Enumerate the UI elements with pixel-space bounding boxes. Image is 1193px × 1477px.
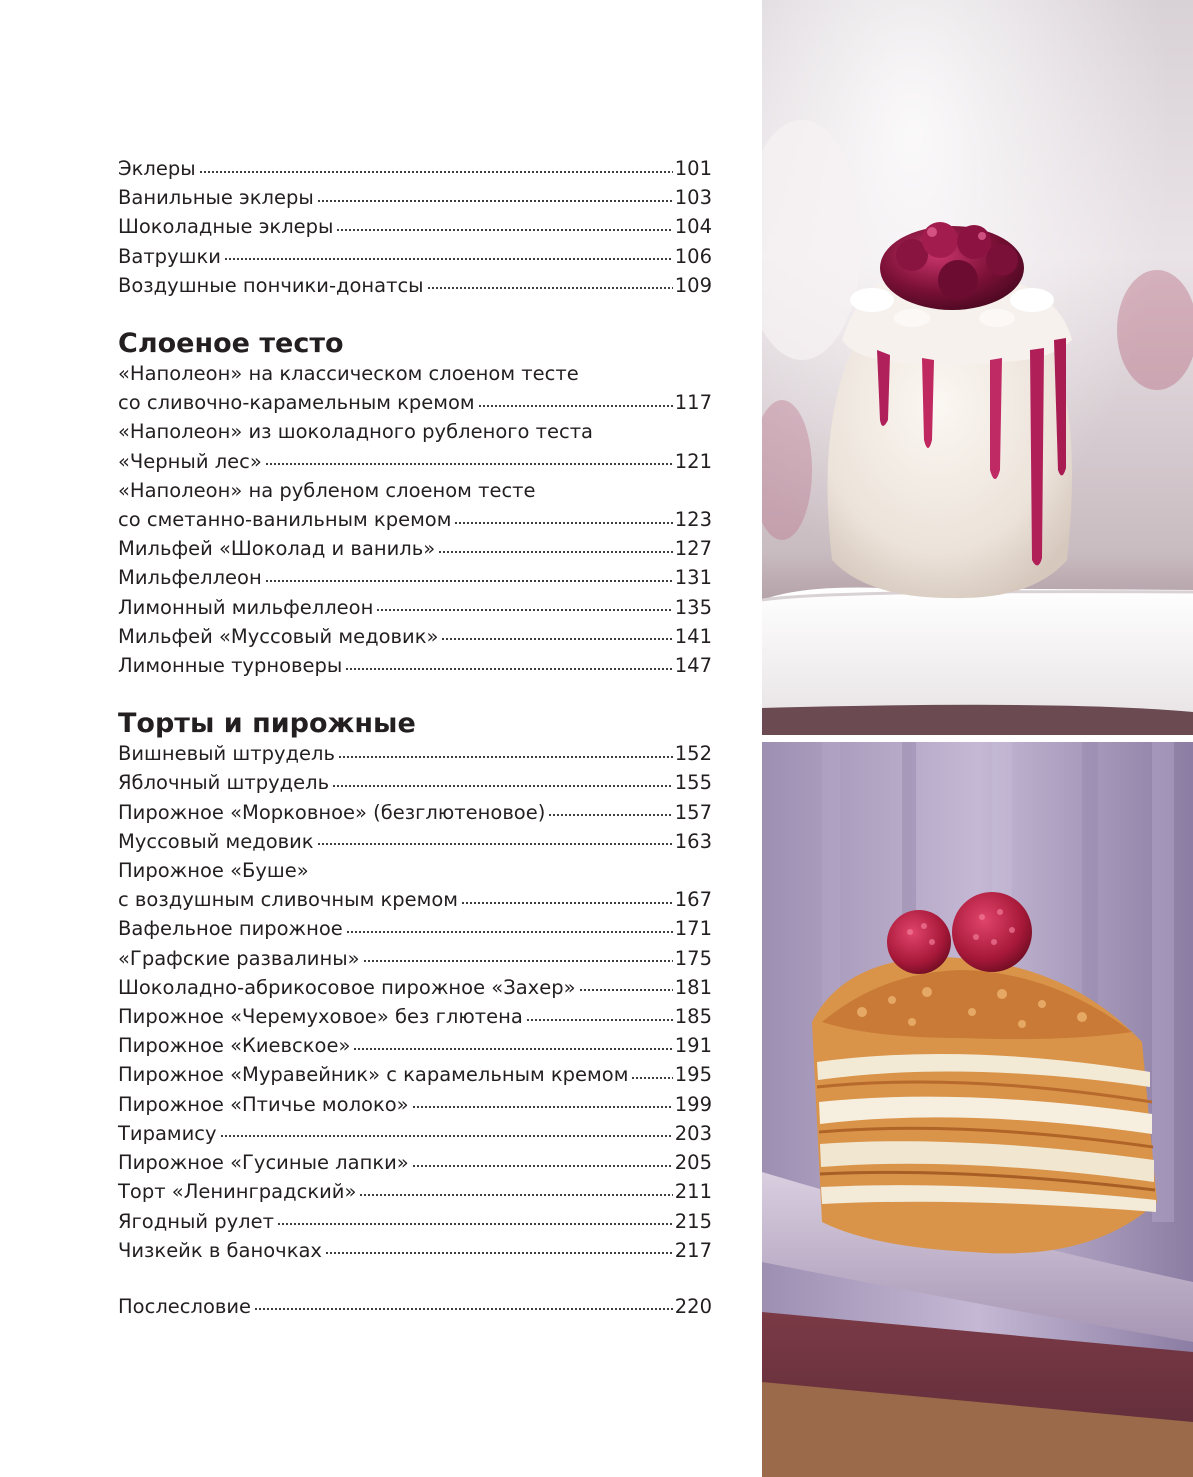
toc-entry-title: Чизкейк в баночках bbox=[118, 1238, 322, 1262]
toc-entry-title: Пирожное «Гусиные лапки» bbox=[118, 1151, 409, 1175]
toc-entry-title: Ванильные эклеры bbox=[118, 186, 314, 210]
toc-entry[interactable] bbox=[118, 183, 712, 212]
toc-entry-line bbox=[118, 768, 712, 797]
toc-page-number: 155 bbox=[674, 771, 712, 795]
dot-leader bbox=[363, 946, 673, 966]
toc-entry[interactable] bbox=[118, 622, 712, 651]
toc-entry-line bbox=[118, 388, 712, 417]
toc-entry[interactable] bbox=[118, 856, 712, 914]
dot-leader bbox=[317, 829, 673, 849]
toc-entry-line bbox=[118, 1148, 712, 1177]
toc-entry-title: Ватрушки bbox=[118, 244, 221, 268]
dot-leader bbox=[220, 1121, 673, 1141]
toc-entry-title: со сметанно-ванильным кремом bbox=[118, 508, 452, 532]
dot-leader bbox=[277, 1209, 673, 1229]
dot-leader bbox=[345, 654, 672, 674]
toc-page-number: 199 bbox=[674, 1092, 712, 1116]
toc-entry-line bbox=[118, 1236, 712, 1265]
toc-entry-line bbox=[118, 856, 712, 885]
toc-entry[interactable] bbox=[118, 1119, 712, 1148]
dot-leader bbox=[412, 1151, 673, 1171]
toc-entry-title: Пирожное «Морковное» (безглютеновое) bbox=[118, 800, 546, 824]
toc-entry-line bbox=[118, 1207, 712, 1236]
toc-entry-line bbox=[118, 593, 712, 622]
toc-entry-title: «Наполеон» из шоколадного рубленого теста bbox=[118, 420, 594, 444]
toc-entry-title: Воздушные пончики-донатсы bbox=[118, 273, 424, 297]
toc-entry[interactable] bbox=[118, 914, 712, 943]
toc-entry[interactable] bbox=[118, 651, 712, 680]
toc-entry[interactable] bbox=[118, 944, 712, 973]
toc-entry[interactable] bbox=[118, 739, 712, 768]
toc-entry-line bbox=[118, 417, 712, 446]
toc-page-number: 211 bbox=[674, 1180, 712, 1204]
toc-page-number: 185 bbox=[674, 1005, 712, 1029]
dot-leader bbox=[579, 975, 673, 995]
toc-entry-line bbox=[118, 212, 712, 241]
toc-entry-title: Яблочный штрудель bbox=[118, 771, 330, 795]
toc-entry-line bbox=[118, 944, 712, 973]
toc-page-number: 104 bbox=[674, 215, 712, 239]
dot-leader bbox=[325, 1238, 673, 1258]
toc-entry[interactable] bbox=[118, 1060, 712, 1089]
toc-section bbox=[118, 154, 712, 300]
toc-entry[interactable] bbox=[118, 1002, 712, 1031]
dot-leader bbox=[478, 391, 673, 411]
toc-page-number: 152 bbox=[674, 742, 712, 766]
dot-leader bbox=[454, 508, 672, 528]
toc-page-number: 141 bbox=[674, 624, 712, 648]
toc-entry[interactable] bbox=[118, 563, 712, 592]
toc-entry-line bbox=[118, 1177, 712, 1206]
toc-entry[interactable] bbox=[118, 417, 712, 475]
toc-entry-title: «Наполеон» на классическом слоеном тесте bbox=[118, 362, 579, 386]
toc-entry-line bbox=[118, 154, 712, 183]
toc-entry-line bbox=[118, 534, 712, 563]
toc-entry-line bbox=[118, 1060, 712, 1089]
toc-page-number: 127 bbox=[674, 537, 712, 561]
toc-entry-line bbox=[118, 1090, 712, 1119]
toc-entry-line bbox=[118, 1002, 712, 1031]
section-title: Слоеное тесто bbox=[118, 328, 344, 360]
toc-page-number: 121 bbox=[674, 449, 712, 473]
toc-entry-title: Пирожное «Буше» bbox=[118, 859, 309, 883]
toc-page-number: 163 bbox=[674, 829, 712, 853]
toc-entry-line bbox=[118, 505, 712, 534]
dot-leader bbox=[346, 917, 673, 937]
toc-entry-title: Вафельное пирожное bbox=[118, 917, 343, 941]
dot-leader bbox=[441, 624, 672, 644]
toc-entry[interactable] bbox=[118, 1236, 712, 1265]
dot-leader bbox=[265, 449, 673, 469]
toc-page-number: 131 bbox=[674, 566, 712, 590]
dot-leader bbox=[353, 1034, 672, 1054]
toc-section bbox=[118, 327, 712, 680]
toc-entry-line bbox=[118, 885, 712, 914]
toc-page-number: 106 bbox=[674, 244, 712, 268]
toc-entry-line bbox=[118, 1031, 712, 1060]
toc-page-number: 195 bbox=[674, 1063, 712, 1087]
toc-entry-line bbox=[118, 622, 712, 651]
napoleon-cake-photo bbox=[762, 742, 1193, 1477]
toc-entry-line bbox=[118, 183, 712, 212]
toc-entry-title: «Графские развалины» bbox=[118, 946, 360, 970]
toc-entry-title: Торт «Ленинградский» bbox=[118, 1180, 357, 1204]
dot-leader bbox=[461, 888, 673, 908]
toc-entry-title: со сливочно-карамельным кремом bbox=[118, 391, 475, 415]
toc-page-number: 117 bbox=[674, 391, 712, 415]
dot-leader bbox=[548, 800, 672, 820]
toc-entry-title: Муссовый медовик bbox=[118, 829, 314, 853]
toc-page-number: 147 bbox=[674, 654, 712, 678]
dot-leader bbox=[526, 1005, 673, 1025]
toc-entry-line bbox=[118, 651, 712, 680]
toc-page-number: 217 bbox=[674, 1238, 712, 1262]
meringue-photo bbox=[762, 0, 1193, 735]
toc-entry-line bbox=[118, 359, 712, 388]
toc-entry-line bbox=[118, 563, 712, 592]
dot-leader bbox=[338, 742, 673, 762]
toc-entry[interactable] bbox=[118, 359, 712, 417]
toc-entry-title: Эклеры bbox=[118, 157, 196, 180]
toc-page-number: 181 bbox=[674, 975, 712, 999]
toc-entry-title: Шоколадно-абрикосовое пирожное «Захер» bbox=[118, 975, 576, 999]
dot-leader bbox=[359, 1180, 672, 1200]
toc-page-number: 101 bbox=[674, 157, 712, 180]
toc-page-number: 171 bbox=[674, 917, 712, 941]
dot-leader bbox=[332, 771, 673, 791]
toc-entry[interactable] bbox=[118, 1207, 712, 1236]
table-of-contents bbox=[118, 154, 712, 1321]
toc-entry-title: с воздушным сливочным кремом bbox=[118, 888, 458, 912]
toc-entry-line bbox=[118, 827, 712, 856]
toc-page-number: 167 bbox=[674, 888, 712, 912]
toc-entry-title: Лимонные турноверы bbox=[118, 654, 343, 678]
toc-entry-title: Мильфей «Муссовый медовик» bbox=[118, 624, 439, 648]
toc-entry[interactable] bbox=[118, 154, 712, 183]
toc-entry-title: Лимонный мильфеллеон bbox=[118, 595, 374, 619]
dot-leader bbox=[376, 595, 672, 615]
toc-page-number: 203 bbox=[674, 1121, 712, 1145]
toc-entry-title: «Черный лес» bbox=[118, 449, 262, 473]
section-title: Торты и пирожные bbox=[118, 708, 416, 740]
dot-leader bbox=[199, 157, 673, 177]
toc-entry-title: Ягодный рулет bbox=[118, 1209, 274, 1233]
toc-page-number: 175 bbox=[674, 946, 712, 970]
toc-page-number: 123 bbox=[674, 508, 712, 532]
dot-leader bbox=[265, 566, 673, 586]
toc-entry[interactable] bbox=[118, 593, 712, 622]
dot-leader bbox=[631, 1063, 672, 1083]
dot-leader bbox=[438, 537, 673, 557]
toc-entry-title: Пирожное «Черемуховое» без глютена bbox=[118, 1005, 523, 1029]
toc-entry[interactable] bbox=[118, 212, 712, 241]
toc-section bbox=[118, 707, 712, 1265]
toc-entry-title: Мильфеллеон bbox=[118, 566, 262, 590]
toc-entry[interactable] bbox=[118, 476, 712, 534]
toc-entry-title: Пирожное «Киевское» bbox=[118, 1034, 351, 1058]
toc-entry[interactable] bbox=[118, 1090, 712, 1119]
dot-leader bbox=[317, 186, 673, 206]
toc-entry[interactable] bbox=[118, 1292, 712, 1321]
toc-entry[interactable] bbox=[118, 534, 712, 563]
toc-page-number: 220 bbox=[674, 1294, 712, 1318]
toc-entry[interactable] bbox=[118, 827, 712, 856]
toc-page-number: 215 bbox=[674, 1209, 712, 1233]
toc-entry-title: Шоколадные эклеры bbox=[118, 215, 334, 239]
toc-page-number: 191 bbox=[674, 1034, 712, 1058]
toc-entry-title: «Наполеон» на рубленом слоеном тесте bbox=[118, 478, 536, 502]
toc-entry[interactable] bbox=[118, 1031, 712, 1060]
dot-leader bbox=[336, 215, 672, 235]
toc-entry-line bbox=[118, 973, 712, 1002]
toc-entry[interactable] bbox=[118, 768, 712, 797]
toc-entry-line bbox=[118, 1292, 712, 1321]
toc-entry-title: Вишневый штрудель bbox=[118, 742, 335, 766]
dot-leader bbox=[427, 273, 673, 293]
toc-entry-title: Мильфей «Шоколад и ваниль» bbox=[118, 537, 436, 561]
toc-page-number: 135 bbox=[674, 595, 712, 619]
toc-entry[interactable] bbox=[118, 271, 712, 300]
dot-leader bbox=[412, 1092, 673, 1112]
toc-entry-title: Пирожное «Муравейник» с карамельным кремом bbox=[118, 1063, 629, 1087]
toc-page-number: 103 bbox=[674, 186, 712, 210]
toc-entry-line bbox=[118, 1119, 712, 1148]
toc-entry-line bbox=[118, 798, 712, 827]
toc-section bbox=[118, 1292, 712, 1321]
toc-entry-title: Тирамису bbox=[118, 1121, 217, 1145]
toc-entry-line bbox=[118, 271, 712, 300]
toc-entry[interactable] bbox=[118, 242, 712, 271]
toc-page-number: 205 bbox=[674, 1151, 712, 1175]
dot-leader bbox=[254, 1294, 673, 1314]
toc-entry[interactable] bbox=[118, 1177, 712, 1206]
toc-page-number: 157 bbox=[674, 800, 712, 824]
toc-entry-title: Послесловие bbox=[118, 1294, 252, 1318]
toc-entry-line bbox=[118, 476, 712, 505]
toc-page-number: 109 bbox=[674, 273, 712, 297]
toc-entry[interactable] bbox=[118, 973, 712, 1002]
dot-leader bbox=[224, 244, 673, 264]
toc-entry[interactable] bbox=[118, 798, 712, 827]
toc-entry[interactable] bbox=[118, 1148, 712, 1177]
toc-entry-line bbox=[118, 447, 712, 476]
toc-entry-line bbox=[118, 914, 712, 943]
toc-entry-title: Пирожное «Птичье молоко» bbox=[118, 1092, 409, 1116]
toc-entry-line bbox=[118, 739, 712, 768]
toc-entry-line bbox=[118, 242, 712, 271]
